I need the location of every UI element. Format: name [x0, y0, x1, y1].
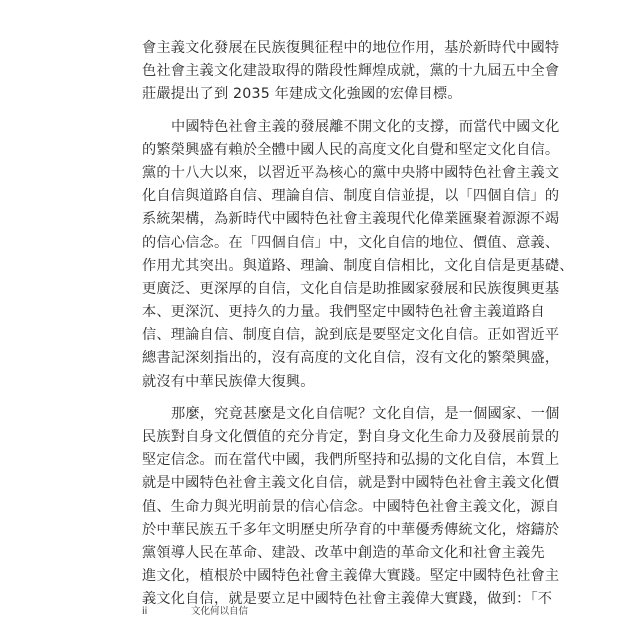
text-line: 化自信與道路自信、理論自信、制度自信並提，以「四個自信」的	[142, 188, 560, 205]
text-line: 義文化自信，就是要立足中國特色社會主義偉大實踐，做到：「不	[142, 591, 553, 608]
text-line: 本、更深沉、更持久的力量。我們堅定中國特色社會主義道路自	[142, 304, 545, 321]
text-line: 總書記深刻指出的，沒有高度的文化自信，沒有文化的繁榮興盛，	[142, 350, 560, 367]
text-line: 黨的十八大以來，以習近平為核心的黨中央將中國特色社會主義文	[142, 164, 560, 181]
text-line: 莊嚴提出了到 2035 年建成文化強國的宏偉目標。	[142, 86, 462, 103]
paragraph-1	[142, 37, 560, 107]
text-line: 就沒有中華民族偉大復興。	[142, 373, 315, 390]
text-line: 就是中國特色社會主義文化自信，就是對中國特色社會主義文化價	[142, 475, 560, 492]
text-line: 系統架構，為新時代中國特色社會主義現代化偉業匯聚着源源不竭	[142, 211, 560, 228]
text-line: 值、生命力與光明前景的信心信念。中國特色社會主義文化，源自	[142, 498, 560, 515]
text-line: 的信心信念。在「四個自信」中，文化自信的地位、價值、意義、	[142, 234, 560, 251]
page-body	[142, 37, 574, 612]
paragraph-gap	[142, 394, 502, 403]
page-footer	[142, 603, 248, 617]
text-line: 民族對自身文化價值的充分肯定，對自身文化生命力及發展前景的	[142, 429, 560, 445]
text-line: 進文化，植根於中國特色社會主義偉大實踐。堅定中國特色社會主	[142, 568, 560, 585]
text-line: 色社會主義文化建設取得的階段性輝煌成就，黨的十九屆五中全會	[142, 63, 560, 80]
text-line: 信、理論自信、制度自信，說到底是要堅定文化自信。正如習近平	[142, 327, 560, 344]
paragraph-gap	[142, 107, 502, 116]
page-number: ii	[142, 606, 148, 617]
text-line: 堅定信念。而在當代中國，我們所堅持和弘揚的文化自信，本質上	[142, 452, 560, 469]
paragraph-3	[142, 403, 560, 612]
text-line: 會主義文化發展在民族復興征程中的地位作用，基於新時代中國特	[142, 40, 560, 56]
text-line: 中國特色社會主義的發展離不開文化的支撐，而當代中國文化	[171, 118, 560, 135]
paragraph-2	[142, 116, 574, 394]
text-line: 作用尤其突出。與道路、理論、制度自信相比，文化自信是更基礎、	[142, 257, 574, 274]
running-title: 文化何以自信	[191, 606, 249, 617]
text-line: 更廣泛、更深厚的自信，文化自信是助推國家發展和民族復興更基	[142, 280, 560, 297]
text-line: 黨領導人民在革命、建設、改革中創造的革命文化和社會主義先	[142, 544, 545, 561]
text-line: 於中華民族五千多年文明歷史所孕育的中華優秀傳統文化，熔鑄於	[142, 521, 560, 538]
text-line: 那麼，究竟甚麼是文化自信呢？文化自信，是一個國家、一個	[171, 405, 560, 422]
text-line: 的繁榮興盛有賴於全體中國人民的高度文化自覺和堅定文化自信。	[142, 141, 560, 158]
